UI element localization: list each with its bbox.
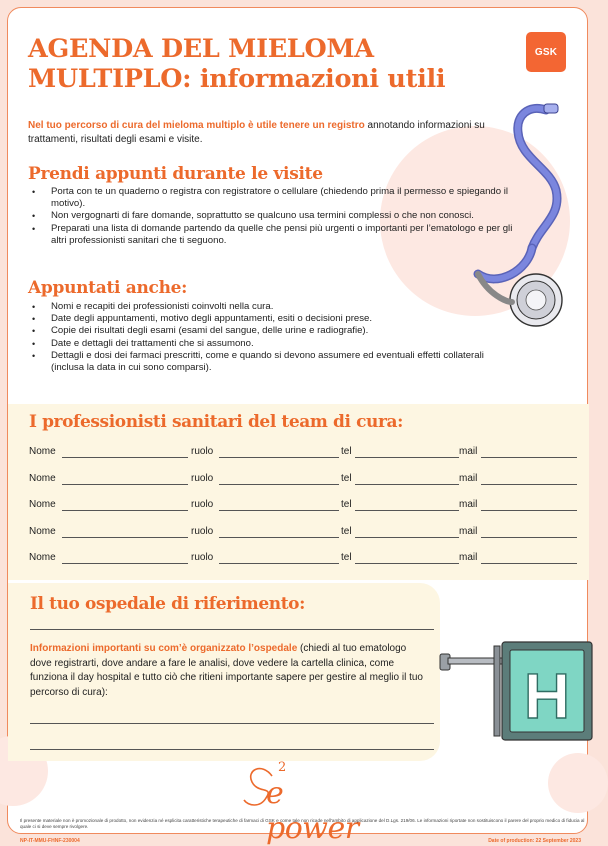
hospital-notes-line[interactable] [30, 723, 434, 724]
list-item: • Date e dettagli dei trattamenti che si assumono. [28, 338, 508, 350]
team-row [29, 446, 569, 460]
list-item: • Porta con te un quaderno o registra con registratore o cellulare (chiedendo prima il permesso e spiegando il motivo). [28, 186, 520, 210]
field-label-name: Nome [29, 473, 56, 484]
hospital-info-text [30, 642, 430, 700]
field-line-mail[interactable] [481, 484, 577, 485]
field-label-mail: mail [459, 473, 478, 484]
field-line-phone[interactable] [355, 510, 459, 511]
logo-text: GSK [534, 46, 558, 58]
field-line-name[interactable] [62, 537, 188, 538]
field-label-mail: mail [459, 499, 478, 510]
team-row [29, 473, 569, 487]
notes-list [28, 186, 520, 247]
list-item: • Nomi e recapiti dei professionisti coinvolti nella cura. [28, 301, 508, 313]
list-item: • Dettagli e dosi dei farmaci prescritti, come e quando si devono assumere ed eventuali effetti collaterali (inclusa la data in cui sono comparsi). [28, 350, 508, 374]
page [7, 7, 588, 846]
epower-brand [240, 756, 380, 846]
field-line-name[interactable] [62, 484, 188, 485]
field-label-phone: tel [341, 473, 352, 484]
field-label-name: Nome [29, 499, 56, 510]
field-line-role[interactable] [219, 484, 339, 485]
field-line-name[interactable] [62, 510, 188, 511]
field-label-role: ruolo [191, 499, 214, 510]
disclaimer-text: Il presente materiale non è promozionale di prodotto, non evidenzia né esplicita caratteristiche terapeutiche di farmaci di GSK e come tale non ricade nell'ambito di applicazione del D.Lgs. 219/06. Le informazioni riportate non sostituiscono il parere del proprio medico di fiducia al quale ci si deve sempre rivolgere. [20, 818, 585, 830]
field-line-mail[interactable] [481, 510, 577, 511]
title-line-1: AGENDA DEL MIELOMA [28, 34, 374, 64]
field-label-name: Nome [29, 446, 56, 457]
page-title [28, 34, 498, 94]
hospital-info-bold: Informazioni importanti su com’è organizzato l’ospedale [30, 643, 298, 654]
field-label-phone: tel [341, 499, 352, 510]
hospital-sign-illustration [440, 636, 590, 746]
field-line-mail[interactable] [481, 537, 577, 538]
intro-bold: Nel tuo percorso di cura del mieloma multiplo è utile tenere un registro [28, 120, 365, 131]
field-line-phone[interactable] [355, 484, 459, 485]
gsk-logo [526, 32, 566, 72]
production-date: Date of production: 22 September 2023 [488, 838, 581, 844]
field-label-mail: mail [459, 526, 478, 537]
field-label-name: Nome [29, 552, 56, 563]
team-row [29, 552, 569, 566]
field-line-mail[interactable] [481, 457, 577, 458]
field-line-name[interactable] [62, 563, 188, 564]
intro-rest: annotando informazioni su trattamenti, risultati degli esami e visite. [28, 120, 485, 145]
also-list [28, 301, 508, 374]
field-label-phone: tel [341, 446, 352, 457]
field-line-role[interactable] [219, 563, 339, 564]
field-line-phone[interactable] [355, 537, 459, 538]
field-label-phone: tel [341, 526, 352, 537]
brand-word: e power [266, 776, 359, 846]
field-label-phone: tel [341, 552, 352, 563]
field-line-phone[interactable] [355, 563, 459, 564]
field-line-role[interactable] [219, 457, 339, 458]
title-line-2: MULTIPLO: informazioni utili [28, 64, 446, 94]
field-line-phone[interactable] [355, 457, 459, 458]
field-label-role: ruolo [191, 552, 214, 563]
brand-superscript: 2 [278, 760, 287, 775]
field-line-mail[interactable] [481, 563, 577, 564]
list-item: • Preparati una lista di domande partendo da quelle che pensi più urgenti o importanti per l’ematologo e per gli altri professionisti sanitari che ti seguono. [28, 223, 520, 247]
field-line-role[interactable] [219, 537, 339, 538]
hospital-name-line[interactable] [30, 629, 434, 630]
field-label-mail: mail [459, 552, 478, 563]
team-row [29, 526, 569, 540]
field-label-role: ruolo [191, 526, 214, 537]
hospital-notes-line[interactable] [30, 749, 434, 750]
hospital-info-rest: (chiedi al tuo ematologo dove registrarti, dove andare a fare le analisi, dove vedere la cartella clinica, come funziona il day hospital e tutto ciò che ritieni importante sapere per gestire al meglio il tuo percorso di cura): [30, 643, 423, 698]
section-also-title: Appuntati anche: [28, 278, 188, 298]
field-label-mail: mail [459, 446, 478, 457]
field-line-role[interactable] [219, 510, 339, 511]
document-code: NP-IT-MMU-FHNF-230004 [20, 838, 80, 844]
section-notes-title: Prendi appunti durante le visite [28, 164, 323, 184]
decorative-blob [548, 753, 608, 813]
hospital-title: Il tuo ospedale di riferimento: [30, 594, 305, 614]
field-line-name[interactable] [62, 457, 188, 458]
sign-letter: H [523, 660, 571, 732]
field-label-role: ruolo [191, 446, 214, 457]
list-item: • Date degli appuntamenti, motivo degli appuntamenti, esiti o decisioni prese. [28, 313, 508, 325]
field-label-role: ruolo [191, 473, 214, 484]
field-label-name: Nome [29, 526, 56, 537]
list-item: • Copie dei risultati degli esami (esami del sangue, delle urine e radiografie). [28, 325, 508, 337]
intro-text [28, 119, 498, 147]
team-title: I professionisti sanitari del team di cura: [29, 412, 404, 432]
team-row [29, 499, 569, 513]
list-item: • Non vergognarti di fare domande, soprattutto se qualcuno usa termini complessi o che non conosci. [28, 210, 520, 222]
